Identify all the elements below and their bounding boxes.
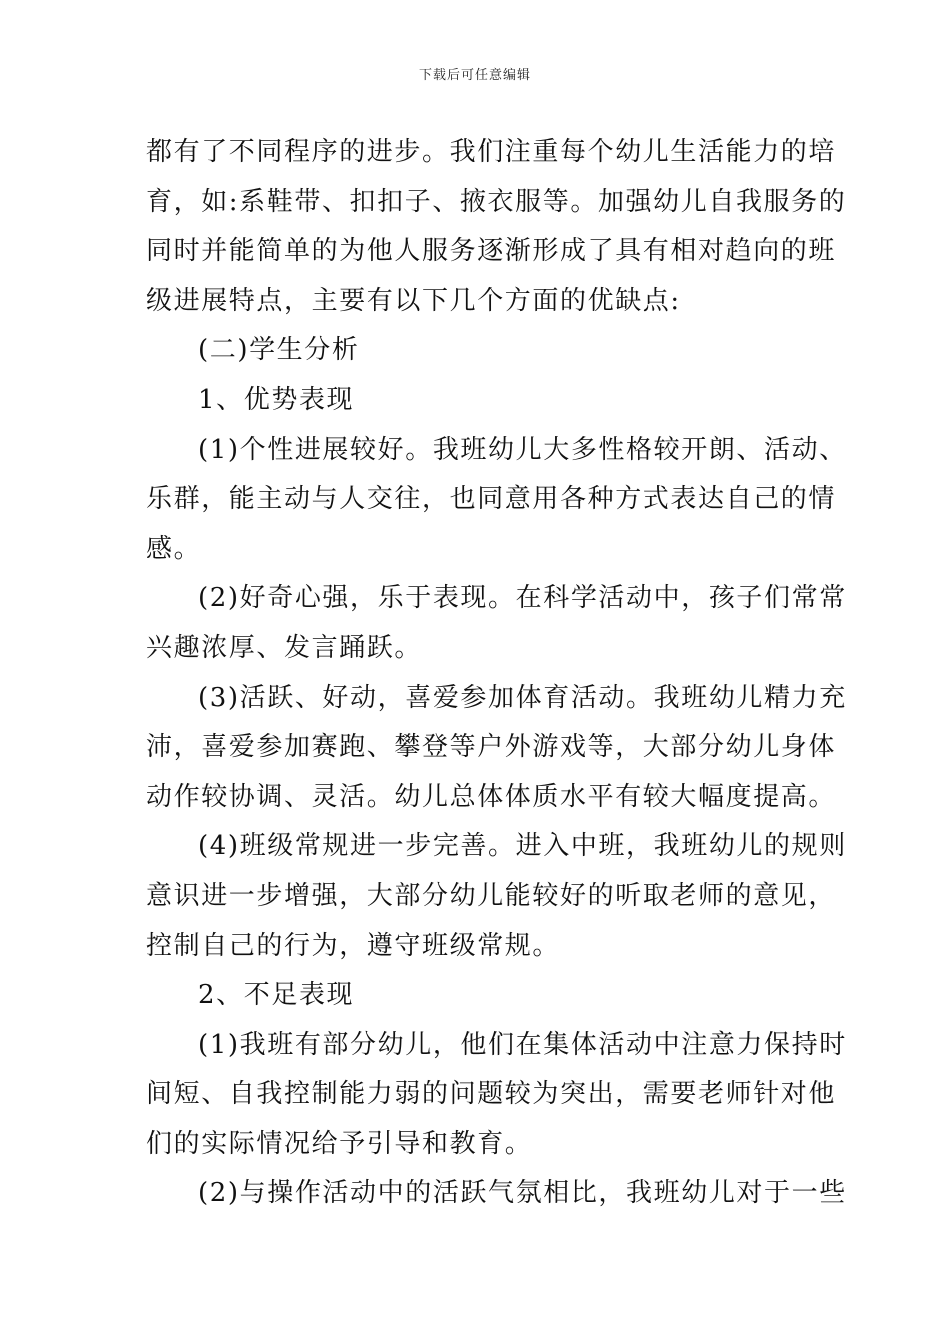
text-line: 们的实际情况给予引导和教育。 (146, 1128, 533, 1159)
text-line: (2)好奇心强，乐于表现。在科学活动中，孩子们常常 (198, 583, 847, 614)
text-line: 兴趣浓厚、发言踊跃。 (146, 632, 423, 663)
text-line: 都有了不同程序的进步。我们注重每个幼儿生活能力的培 (146, 137, 837, 167)
text-line: 乐群，能主动与人交往，也同意用各种方式表达自己的情 (146, 484, 837, 515)
text-line: 同时并能简单的为他人服务逐渐形成了具有相对趋向的班 (146, 236, 837, 267)
text-line: (1)我班有部分幼儿，他们在集体活动中注意力保持时 (198, 1029, 847, 1060)
text-line: 沛，喜爱参加赛跑、攀登等户外游戏等，大部分幼儿身体 (146, 732, 837, 763)
document-body (146, 128, 847, 1219)
subsection-heading: 1、优势表现 (198, 384, 355, 415)
text-line: (2)与操作活动中的活跃气氛相比，我班幼儿对于一些 (198, 1178, 847, 1209)
text-line: 控制自己的行为，遵守班级常规。 (146, 930, 561, 961)
text-line: (1)个性进展较好。我班幼儿大多性格较开朗、活动、 (198, 434, 847, 465)
text-line: 动作较协调、灵活。幼儿总体体质水平有较大幅度提高。 (146, 781, 837, 812)
text-line: 意识进一步增强，大部分幼儿能较好的听取老师的意见， (146, 880, 837, 911)
text-line: 感。 (146, 533, 202, 564)
text-line: 级进展特点，主要有以下几个方面的优缺点: (146, 285, 681, 316)
text-line: 间短、自我控制能力弱的问题较为突出，需要老师针对他 (146, 1079, 837, 1110)
text-line: (4)班级常规进一步完善。进入中班，我班幼儿的规则 (198, 831, 847, 862)
section-heading: (二)学生分析 (198, 335, 360, 366)
text-line: (3)活跃、好动，喜爱参加体育活动。我班幼儿精力充 (198, 682, 847, 713)
subsection-heading: 2、不足表现 (198, 980, 355, 1011)
page-header: 下载后可任意编辑 (418, 68, 531, 83)
text-line: 育，如:系鞋带、扣扣子、掖衣服等。加强幼儿自我服务的 (146, 186, 847, 217)
